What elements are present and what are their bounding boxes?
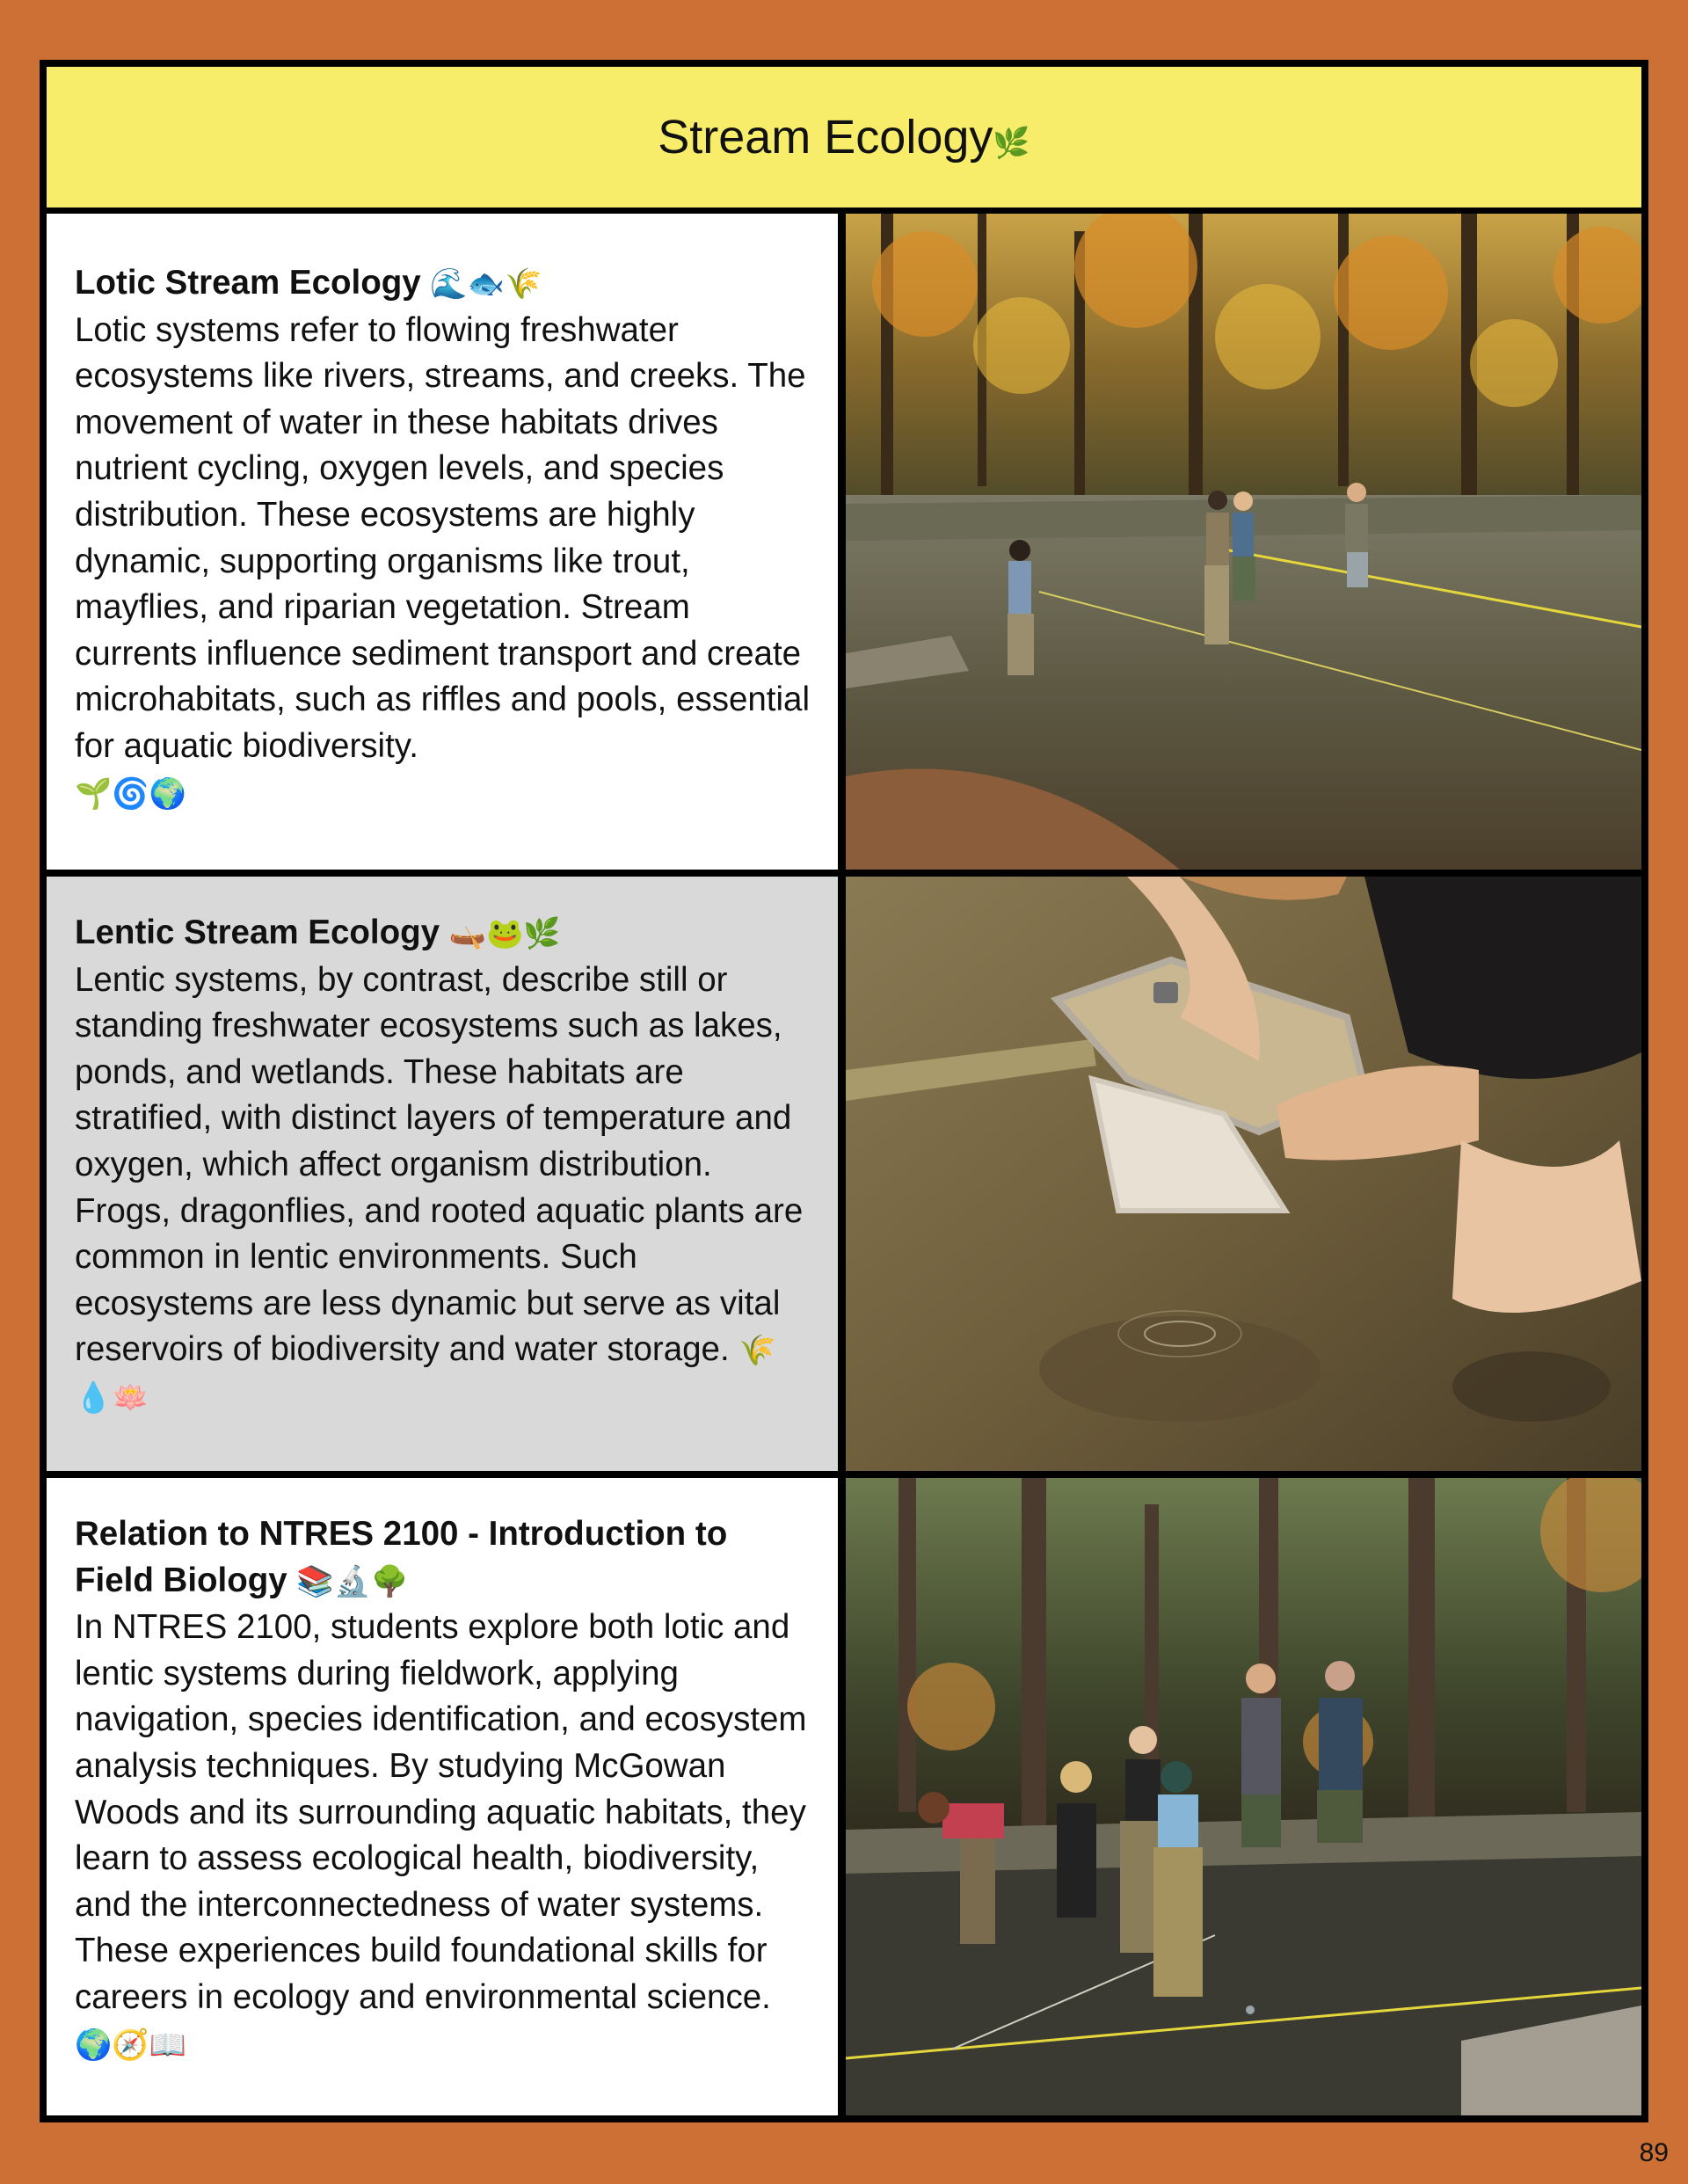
section-heading: Lentic Stream Ecology 🛶🐸🌿 [75,914,561,951]
section-heading: Lotic Stream Ecology 🌊🐟🌾 [75,264,542,302]
section-text [47,877,838,1471]
leaf-icon: 🌿 [993,127,1030,160]
photo-dip-net-sampling [846,877,1641,1471]
wave-fish-wheat-icons: 🌊🐟🌾 [430,267,542,301]
section-lentic [47,877,1641,1471]
section-text [47,1478,838,2115]
wheat-droplet-lotus-icons: 🌾💧🪷 [75,1334,776,1415]
photo-students-in-autumn-stream [846,214,1641,870]
section-lotic [47,214,1641,870]
seedling-cyclone-globe-icons: 🌱🌀🌍 [75,776,187,811]
section-body: Lentic systems, by contrast, describe still or standing freshwater ecosystems such as lakes, ponds, and wetlands. These habitats are stratified, with distinct layers of temperature and oxygen, which affect organism distribution. Frogs, dragonflies, and rooted aquatic plants are common in lentic environments. Such ecosystems are less dynamic but serve as vital reservoirs of biodiversity and water storage. 🌾💧🪷 [75,960,804,1415]
section-body: Lotic systems refer to flowing freshwater ecosystems like rivers, streams, and creeks. The movement of water in these habitats drives nutrient cycling, oxygen levels, and species distribution. These ecosystems are highly dynamic, supporting organisms like trout, mayflies, and riparian vegetation. Stream currents influence sediment transport and create microhabitats, such as riffles and pools, essential for aquatic biodiversity. [75,310,811,765]
page-number: 89 [1639,2138,1669,2167]
canoe-frog-herb-icons: 🛶🐸🌿 [448,917,561,950]
page-frame [40,60,1648,2122]
section-text [47,214,838,870]
section-body: In NTRES 2100, students explore both lotic and lentic systems during fieldwork, applying navigation, species identification, and ecosystem analysis techniques. By studying McGowan Woods and its surrounding aquatic habitats, they learn to assess ecological health, biodiversity, and the interconnectedness of water systems. These experiences build foundational skills for careers in ecology and environmental science. [75,1608,807,2016]
section-ntres-2100 [47,1478,1641,2115]
page-title: Stream Ecology🌿 [658,111,1030,164]
photo-group-measuring-stream [846,1478,1641,2115]
title-bar [47,67,1641,207]
books-microscope-tree-icons: 📚🔬🌳 [296,1564,409,1598]
section-heading: Relation to NTRES 2100 - Introduction to Field Biology 📚🔬🌳 [75,1515,728,1599]
globe-compass-book-icons: 🌍🧭📖 [75,2027,187,2062]
